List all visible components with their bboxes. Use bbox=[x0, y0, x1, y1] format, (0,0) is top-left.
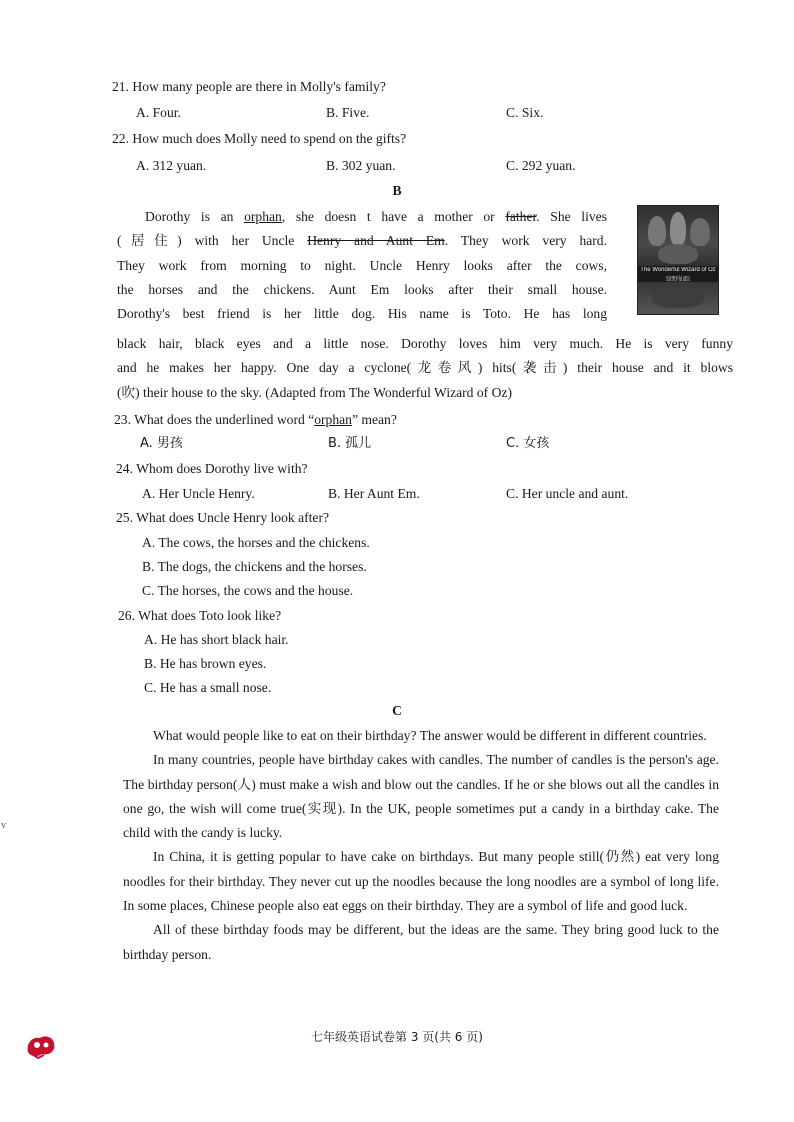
book-cover-image bbox=[637, 205, 719, 315]
passage-b-bottom bbox=[117, 332, 733, 405]
question-22-option-a: A. 312 yuan. bbox=[136, 158, 207, 173]
question-22-option-c: C. 292 yuan. bbox=[506, 158, 576, 173]
question-24-option-c: C. Her uncle and aunt. bbox=[506, 486, 629, 501]
passage-c-paragraph-4: All of these birthday foods may be different, but the ideas are the same. They bring good luck to the birthday person. bbox=[123, 922, 719, 962]
passage-b-line-7: and he makes her happy. One day a cyclone(龙卷风) hits(袭击) their house and it blows bbox=[117, 360, 733, 376]
question-25-stem: 25. What does Uncle Henry look after? bbox=[116, 510, 330, 525]
passage-c bbox=[123, 724, 719, 967]
passage-b-line-2: (居住) with her Uncle Henry and Aunt Em. They work very hard. bbox=[117, 233, 607, 249]
passage-b-line-4: the horses and the chickens. Aunt Em looks after their small house. bbox=[117, 281, 607, 297]
passage-b-top bbox=[117, 205, 607, 326]
question-25-option-c: C. The horses, the cows and the house. bbox=[142, 583, 354, 598]
question-21-option-a: A. Four. bbox=[136, 105, 181, 120]
question-26-option-a: A. He has short black hair. bbox=[144, 632, 289, 647]
passage-c-paragraph-2: In many countries, people have birthday cakes with candles. The number of candles is the person's age. The birthday person(人) must make a wish and blow out the candles. If he or she blows out all the candles in one go, the wish will come true(实现). In the UK, people sometimes put a candy in a birthday cake. The child with the candy is lucky. bbox=[123, 752, 719, 841]
question-23-option-c: C. 女孩 bbox=[506, 436, 550, 451]
question-21-option-c: C. Six. bbox=[506, 105, 544, 120]
question-21-option-b: B. Five. bbox=[326, 105, 370, 120]
passage-c-paragraph-3: In China, it is getting popular to have cake on birthdays. But many people still(仍然) eat very long noodles for their birthday. They never cut up the noodles because the long noodles are a symbol of long life. In some places, Chinese people also eat eggs on their birthday. They are a symbol of life and good luck. bbox=[123, 849, 719, 914]
question-21-stem: 21. How many people are there in Molly's family? bbox=[112, 79, 386, 94]
question-25-option-a: A. The cows, the horses and the chickens. bbox=[142, 535, 370, 550]
question-26-option-c: C. He has a small nose. bbox=[144, 680, 272, 695]
question-26-stem: 26. What does Toto look like? bbox=[118, 608, 282, 623]
underlined-word: orphan bbox=[244, 209, 282, 224]
passage-c-paragraph-1: What would people like to eat on their birthday? The answer would be different in different countries. bbox=[153, 728, 707, 743]
question-23-option-b: B. 孤儿 bbox=[328, 436, 372, 451]
question-22-stem: 22. How much does Molly need to spend on the gifts? bbox=[112, 131, 407, 146]
passage-b-line-8: (吹) their house to the sky. (Adapted from The Wonderful Wizard of Oz) bbox=[117, 384, 512, 400]
question-24-option-a: A. Her Uncle Henry. bbox=[142, 486, 255, 501]
question-24-option-b: B. Her Aunt Em. bbox=[328, 486, 420, 501]
question-24-stem: 24. Whom does Dorothy live with? bbox=[116, 461, 308, 476]
question-22-option-b: B. 302 yuan. bbox=[326, 158, 396, 173]
passage-b-line-1: Dorothy is an orphan, she doesn t have a mother or father. She lives bbox=[145, 209, 607, 224]
section-b-heading: B bbox=[392, 183, 402, 198]
question-26-option-b: B. He has brown eyes. bbox=[144, 656, 267, 671]
book-subtitle: 绿野仙踪 bbox=[665, 277, 690, 283]
passage-b-line-3: They work from morning to night. Uncle Henry looks after the cows, bbox=[117, 257, 607, 273]
book-title: The Wonderful Wizard of Oz bbox=[640, 267, 716, 273]
passage-b-line-5: Dorothy's best friend is her little dog. His name is Toto. He has long bbox=[117, 306, 607, 322]
margin-mark: v bbox=[1, 820, 6, 831]
question-23-stem: 23. What does the underlined word “orphan” mean? bbox=[114, 412, 397, 427]
question-25-option-b: B. The dogs, the chickens and the horses. bbox=[142, 559, 367, 574]
question-23-option-a: A. 男孩 bbox=[140, 436, 183, 451]
page-footer: 七年级英语试卷第 3 页(共 6 页) bbox=[311, 1030, 483, 1044]
passage-b-line-6: black hair, black eyes and a little nose. Dorothy loves him very much. He is very funny bbox=[117, 336, 733, 351]
section-c-heading: C bbox=[392, 703, 402, 718]
